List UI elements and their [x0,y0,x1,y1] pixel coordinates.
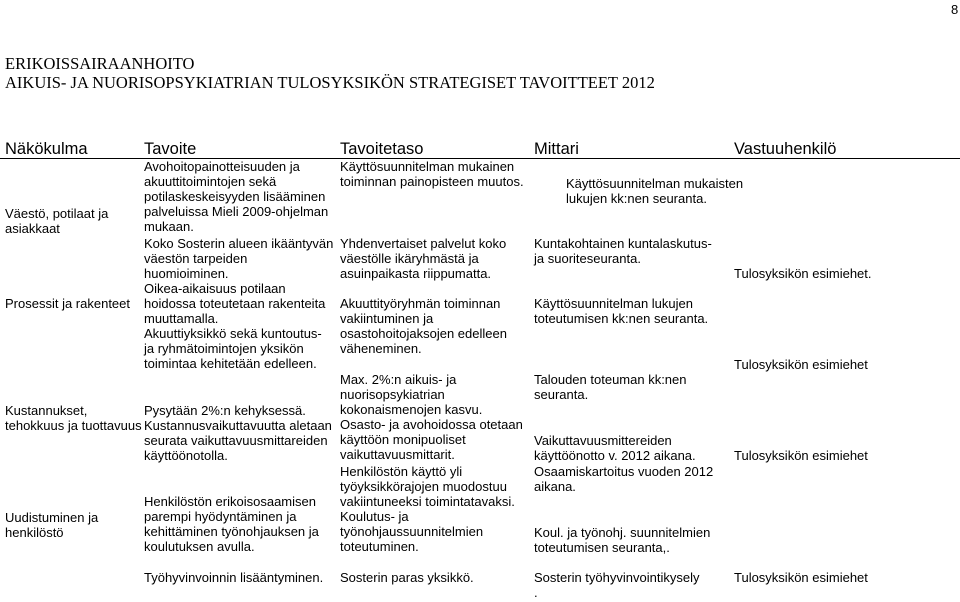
row-vaesto-mittari-2: Kuntakohtainen kuntalaskutus- ja suoriteseuranta. [534,236,712,266]
header-nakokulma: Näkökulma [5,140,88,158]
row-kustannukset-vastuu: Tulosyksikön esimiehet [734,448,868,463]
row-vaesto-tavoitetaso-1: Käyttösuunnitelman mukainen toiminnan painopisteen muutos. [340,159,524,189]
header-mittari: Mittari [534,140,579,158]
row-uudistuminen-tavoitetaso: Henkilöstön käyttö yli työyksikkörajojen muodostuu vakiintuneeksi toimintatavaksi. Koulutus- ja työnohjaussuunnitelmien toteutuminen. [340,464,515,554]
header-vastuuhenkilo: Vastuuhenkilö [734,140,837,158]
document-title: ERIKOISSAIRAANHOITO [5,54,195,73]
page-number: 8 [951,2,959,17]
row-uudistuminen-mittari-1: Osaamiskartoitus vuoden 2012 aikana. [534,464,714,494]
row-vaesto-vastuu: Tulosyksikön esimiehet. [734,266,872,281]
row-prosessit-nakokulma: Prosessit ja rakenteet [5,296,131,311]
header-tavoitetaso: Tavoitetaso [340,140,424,158]
row-vaesto-tavoite-1: Avohoitopainotteisuuden ja akuuttitoimintojen sekä potilaskeskeisyyden lisääminen palveluissa Mieli 2009-ohjelman mukaan. [144,159,329,234]
row-kustannukset-mittari-2: Vaikuttavuusmittereiden käyttöönotto v. 2012 aikana. [534,433,696,463]
row-uudistuminen-mittari-2: Koul. ja työnohj. suunnitelmien toteutumisen seuranta,. [534,525,711,555]
row-tyohyvinvointi-mittari: Sosterin työhyvinvointikysely . [534,570,700,600]
row-kustannukset-mittari-1: Talouden toteuman kk:nen seuranta. [534,372,687,402]
row-vaesto-tavoite-2: Koko Sosterin alueen ikääntyvän väestön tarpeiden huomioiminen. [144,236,334,281]
row-tyohyvinvointi-tavoite: Työhyvinvoinnin lisääntyminen. [144,570,324,585]
row-prosessit-vastuu: Tulosyksikön esimiehet [734,357,868,372]
row-tyohyvinvointi-vastuu: Tulosyksikön esimiehet [734,570,868,585]
row-tyohyvinvointi-tavoitetaso: Sosterin paras yksikkö. [340,570,474,585]
row-prosessit-mittari: Käyttösuunnitelman lukujen toteutumisen kk:nen seuranta. [534,296,709,326]
row-vaesto-mittari-1: Käyttösuunnitelman mukaisten lukujen kk:nen seuranta. [566,176,744,206]
row-vaesto-nakokulma: Väestö, potilaat ja asiakkaat [5,206,109,236]
document-subtitle: AIKUIS- JA NUORISOPSYKIATRIAN TULOSYKSIKÖN STRATEGISET TAVOITTEET 2012 [5,73,655,92]
row-kustannukset-tavoite: Pysytään 2%:n kehyksessä. Kustannusvaikuttavuutta aletaan seurata vaikuttavuusmittareiden käyttöönotolla. [144,403,332,463]
row-kustannukset-tavoitetaso: Max. 2%:n aikuis- ja nuorisopsykiatrian kokonaismenojen kasvu. Osasto- ja avohoidossa otetaan käyttöön monipuoliset vaikuttavuusmittarit. [340,372,523,462]
header-tavoite: Tavoite [144,140,197,158]
row-prosessit-tavoitetaso: Akuuttityöryhmän toiminnan vakiintuminen ja osastohoitojaksojen edelleen väheneminen. [340,296,507,356]
row-prosessit-tavoite: Oikea-aikaisuus potilaan hoidossa toteutetaan rakenteita muuttamalla. Akuuttiyksikkö sekä kuntoutus- ja ryhmätoimintojen yksikön toimintaa kehitetään edelleen. [144,281,326,371]
row-kustannukset-nakokulma: Kustannukset, tehokkuus ja tuottavuus [5,403,142,433]
row-vaesto-tavoitetaso-2: Yhdenvertaiset palvelut koko väestölle ikäryhmästä ja asuinpaikasta riippumatta. [340,236,507,281]
row-uudistuminen-tavoite: Henkilöstön erikoisosaamisen parempi hyödyntäminen ja kehittäminen työnohjauksen ja koulutuksen avulla. [144,494,319,554]
row-uudistuminen-nakokulma: Uudistuminen ja henkilöstö [5,510,99,540]
